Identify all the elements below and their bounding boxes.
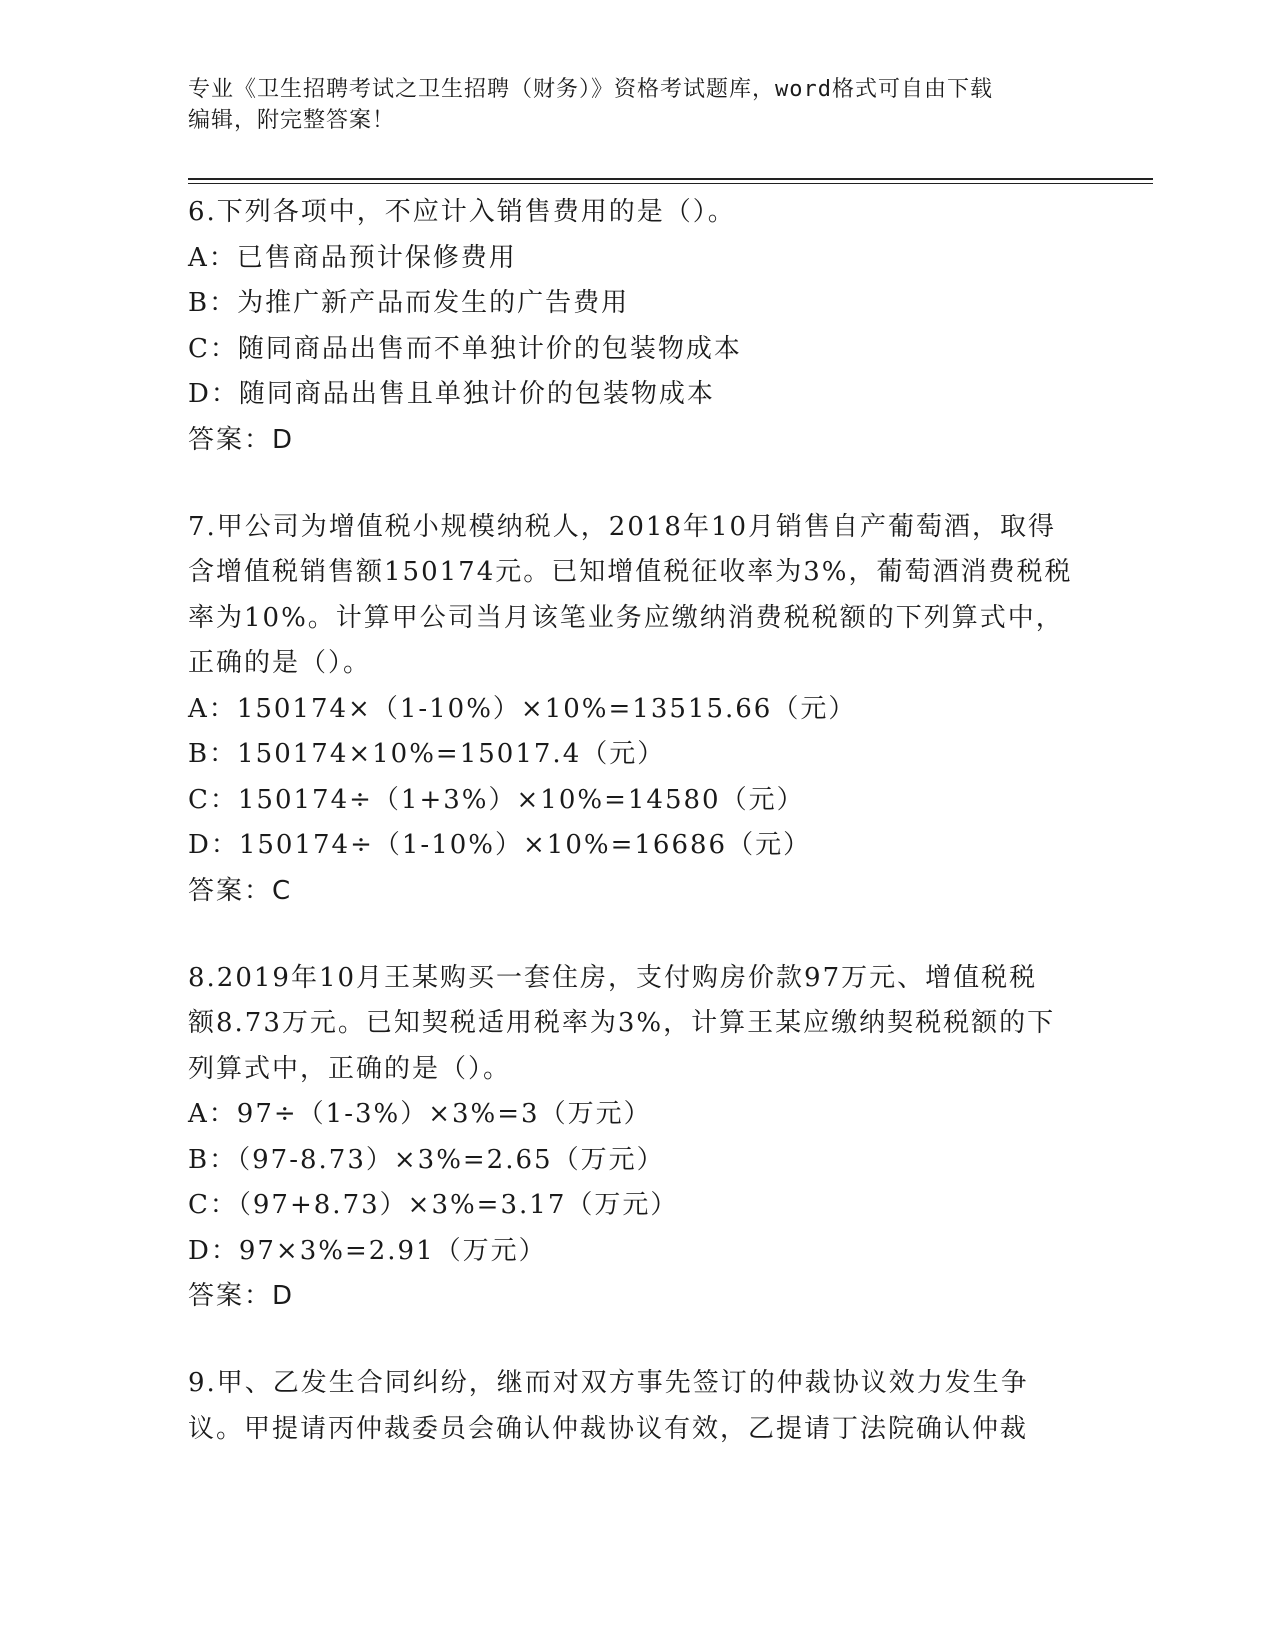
question-7: [188, 505, 1088, 914]
option-a: A：97÷（1-3%）×3%=3（万元）: [188, 1099, 652, 1129]
question-8: [188, 956, 1088, 1320]
answer: 答案：C: [188, 875, 293, 906]
option-a: A：已售商品预计保修费用: [188, 242, 517, 273]
header-line-1: 专业《卫生招聘考试之卫生招聘（财务）》资格考试题库，word格式可自由下载: [188, 77, 993, 102]
option-a: A：150174×（1-10%）×10%=13515.66（元）: [188, 693, 857, 724]
question-stem: 含增值税销售额150174元。已知增值税征收率为3%，葡萄酒消费税税: [188, 557, 1073, 587]
option-b: B：为推广新产品而发生的广告费用: [188, 288, 630, 318]
answer: 答案：D: [188, 1281, 295, 1311]
question-stem: 额8.73万元。已知契税适用税率为3%，计算王某应缴纳契税税额的下: [188, 1008, 1056, 1038]
question-stem: 8.2019年10月王某购买一套住房，支付购房价款97万元、增值税税: [188, 962, 1038, 993]
option-d: D：97×3%=2.91（万元）: [188, 1235, 547, 1266]
question-stem: 6.下列各项中，不应计入销售费用的是（）。: [188, 197, 736, 227]
option-d: D：150174÷（1-10%）×10%=16686（元）: [188, 830, 812, 860]
question-stem: 率为10%。计算甲公司当月该笔业务应缴纳消费税税额的下列算式中，: [188, 602, 1064, 633]
question-stem: 9.甲、乙发生合同纠纷，继而对双方事先签订的仲裁协议效力发生争: [188, 1368, 1029, 1398]
question-list: [188, 190, 1088, 1452]
option-d: D：随同商品出售且单独计价的包装物成本: [188, 379, 715, 409]
question-stem: 议。甲提请丙仲裁委员会确认仲裁协议有效，乙提请丁法院确认仲裁: [188, 1413, 1029, 1444]
header-line-2: 编辑，附完整答案！: [188, 108, 396, 133]
option-b: B：（97-8.73）×3%=2.65（万元）: [188, 1144, 665, 1175]
header-divider-thick: [188, 178, 1153, 180]
option-c: C：（97+8.73）×3%=3.17（万元）: [188, 1190, 679, 1220]
question-9: [188, 1361, 1088, 1452]
spacer: [188, 914, 1088, 956]
answer: 答案：D: [188, 424, 295, 455]
option-b: B：150174×10%=15017.4（元）: [188, 739, 666, 769]
question-stem: 7.甲公司为增值税小规模纳税人，2018年10月销售自产葡萄酒，取得: [188, 511, 1057, 542]
question-stem: 正确的是（）。: [188, 648, 372, 678]
question-6: [188, 190, 1088, 463]
spacer: [188, 1319, 1088, 1361]
option-c: C：随同商品出售而不单独计价的包装物成本: [188, 333, 742, 364]
spacer: [188, 463, 1088, 505]
option-c: C：150174÷（1+3%）×10%=14580（元）: [188, 784, 805, 815]
question-stem: 列算式中，正确的是（）。: [188, 1053, 512, 1084]
header-divider-thin: [188, 183, 1153, 184]
document-header: [188, 74, 1088, 136]
